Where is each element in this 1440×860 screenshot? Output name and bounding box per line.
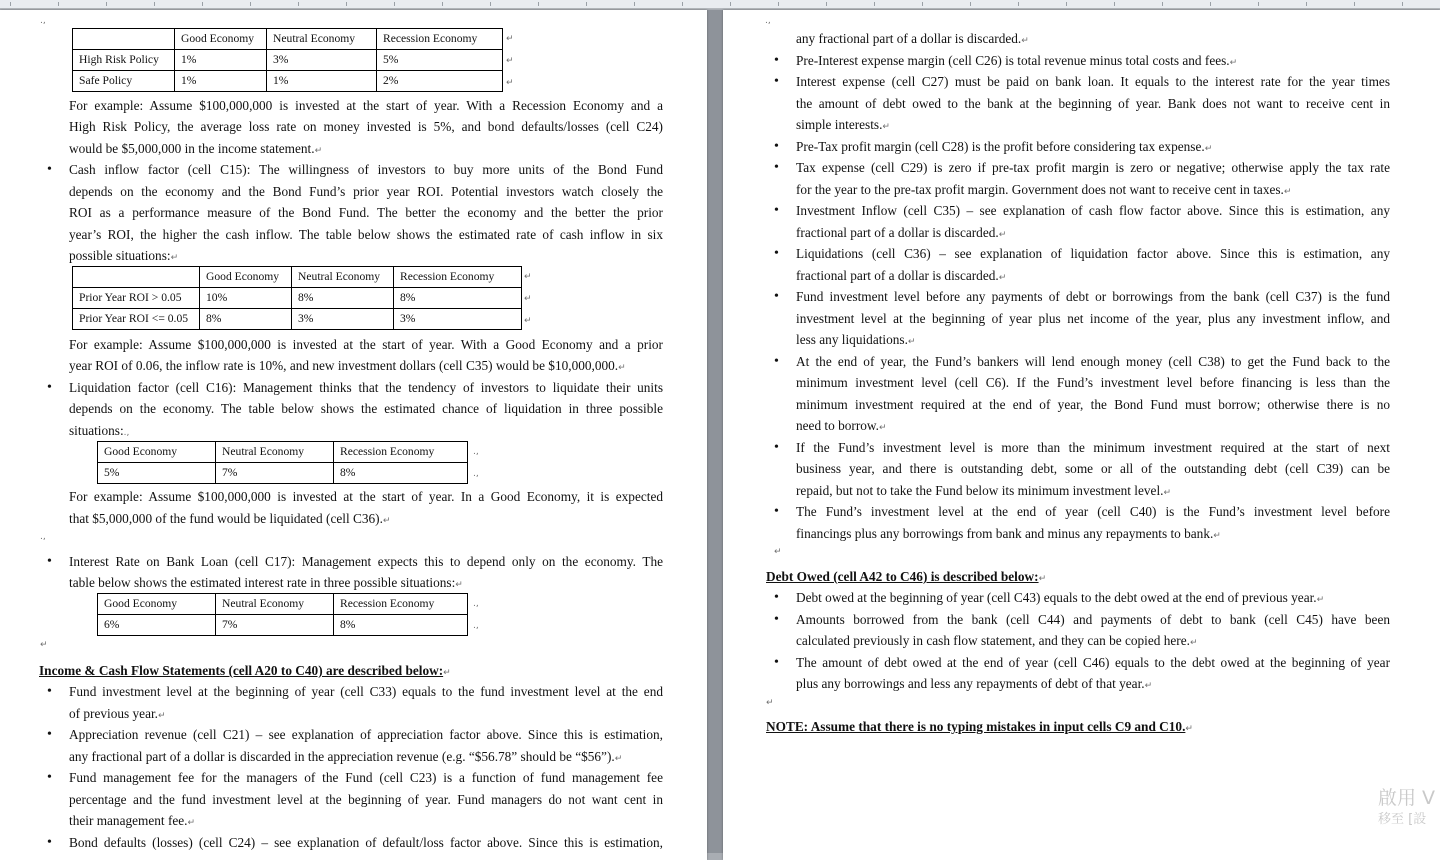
- table-cell[interactable]: Good Economy: [175, 29, 267, 50]
- horizontal-ruler[interactable]: [0, 0, 1440, 9]
- table-cell[interactable]: 2%: [377, 71, 503, 92]
- table-cell[interactable]: Recession Economy: [334, 594, 468, 615]
- table-cell[interactable]: Good Economy: [98, 442, 216, 463]
- paragraph-mark: .,: [40, 16, 46, 26]
- bullet-icon: •: [47, 727, 52, 742]
- bullet-icon: •: [774, 53, 779, 68]
- body-text-line: Fund investment level at the beginning of year (cell C33) equals to the fund investment level at the end: [69, 684, 663, 699]
- table-cell[interactable]: Prior Year ROI > 0.05: [73, 288, 200, 309]
- table-cell[interactable]: Recession Economy: [394, 267, 522, 288]
- table-cell[interactable]: 10%: [200, 288, 292, 309]
- body-text-line: The amount of debt owed at the end of year (cell C46) equals to the debt owed at the beginning of year: [796, 655, 1390, 670]
- table-cell[interactable]: 8%: [334, 615, 468, 636]
- bullet-icon: •: [774, 289, 779, 304]
- ruler-tick: [1258, 2, 1259, 6]
- table-cell[interactable]: High Risk Policy: [73, 50, 175, 71]
- body-text-line: minimum investment level (cell C6). If the Fund’s investment level before financing is less than the: [796, 375, 1390, 390]
- ruler-tick: [346, 2, 347, 6]
- ruler-tick: [922, 2, 923, 6]
- body-text-line: Liquidation factor (cell C16): Management thinks that the tendency of investors to liquidate their units: [69, 380, 663, 395]
- table-header-row: [98, 594, 468, 615]
- ruler-tick: [10, 2, 11, 6]
- bullet-icon: •: [774, 354, 779, 369]
- paragraph-mark: ↵: [774, 547, 782, 557]
- ruler-tick: [250, 2, 251, 6]
- body-text-line: year’s ROI, the higher the cash inflow. The table below shows the estimated rate of cash inflow in six: [69, 227, 663, 242]
- bullet-icon: •: [47, 162, 52, 177]
- ruler-tick: [682, 2, 683, 6]
- bullet-icon: •: [774, 74, 779, 89]
- ruler-tick: [586, 2, 587, 6]
- table-cell[interactable]: Neutral Economy: [292, 267, 394, 288]
- body-text-line: The Fund’s investment level at the end of year (cell C40) is the Fund’s investment level before: [796, 504, 1390, 519]
- ruler-tick: [730, 2, 731, 6]
- ruler-tick: [1306, 2, 1307, 6]
- ruler-tick: [634, 2, 635, 6]
- table-row: [73, 309, 522, 330]
- body-text-line: Liquidations (cell C36) – see explanation of liquidation factor above. Since this is estimation, any: [796, 246, 1390, 261]
- table-row: [73, 288, 522, 309]
- body-text-line: Tax expense (cell C29) is zero if pre-tax profit margin is zero or negative; otherwise apply the tax rate: [796, 160, 1390, 175]
- table-cell[interactable]: Recession Economy: [334, 442, 468, 463]
- ruler-tick: [1114, 2, 1115, 6]
- bullet-icon: •: [774, 139, 779, 154]
- document-page-right[interactable]: [723, 10, 1440, 860]
- body-text-line: Pre-Interest expense margin (cell C26) is total revenue minus total costs and fees.↵: [796, 53, 1238, 68]
- table-cell[interactable]: Neutral Economy: [216, 442, 334, 463]
- table-cell[interactable]: Safe Policy: [73, 71, 175, 92]
- bullet-icon: •: [47, 554, 52, 569]
- bullet-icon: •: [774, 612, 779, 627]
- body-text-line: simple interests.↵: [796, 117, 890, 132]
- body-text-line: High Risk Policy, the average loss rate on money invested is 5%, and bond defaults/losses (cell C24): [69, 119, 663, 134]
- body-text-line: ROI as a performance measure of the Bond Fund. The better the economy and the better the prior: [69, 205, 663, 220]
- body-text-line: possible situations:↵: [69, 248, 179, 263]
- paragraph-mark: .,: [765, 16, 771, 26]
- table-header-row: [98, 442, 468, 463]
- body-text-line: Debt owed at the beginning of year (cell C43) equals to the debt owed at the end of previous year.↵: [796, 590, 1325, 605]
- activation-watermark: 啟用 V: [1378, 787, 1436, 809]
- table-cell[interactable]: 5%: [98, 463, 216, 484]
- ruler-tick: [826, 2, 827, 6]
- body-text-line: any fractional part of a dollar is discarded.↵: [796, 31, 1029, 46]
- ruler-tick: [58, 2, 59, 6]
- ruler-tick: [1354, 2, 1355, 6]
- body-text-line: for the year to the pre-tax profit margin. Government does not want to receive cent in taxes.↵: [796, 182, 1292, 197]
- ruler-tick: [106, 2, 107, 6]
- body-text-line: Pre-Tax profit margin (cell C28) is the profit before considering tax expense.↵: [796, 139, 1213, 154]
- table-cell[interactable]: 1%: [175, 71, 267, 92]
- ruler-tick: [154, 2, 155, 6]
- body-text-line: minimum investment required at the end of year, the Bond Fund must borrow; otherwise there is no: [796, 397, 1390, 412]
- body-text-line: If the Fund’s investment level is more than the minimum investment required at the start of next: [796, 440, 1390, 455]
- bullet-icon: •: [774, 504, 779, 519]
- table-cell[interactable]: [73, 29, 175, 50]
- table-cell[interactable]: 8%: [200, 309, 292, 330]
- paragraph-mark: ↵: [40, 640, 48, 650]
- body-text-line: the amount of debt owed to the bank at the beginning of year. Bank does not want to receive cent in: [796, 96, 1390, 111]
- body-text-line: For example: Assume $100,000,000 is invested at the start of year. With a Good Economy and a prior: [69, 337, 663, 352]
- body-text-line: Fund management fee for the managers of the Fund (cell C23) is a function of fund management fee: [69, 770, 663, 785]
- table-row: [98, 615, 468, 636]
- document-page-left[interactable]: ., Good Economy Neutral Economy Recession Economy High Risk Policy 1% 3% 5% Safe Policy 1% 1% 2% ↵ ↵ ↵ For example: Assume $100,000,000 is invested at the start of year. With a Recession Economy and a High Risk Policy, the average loss rate on money invested is 5%, and bond defaults/losses (cell C24) would be $5,000,000 in the income statement.↵ • Cash inflow factor (cell C15): The willingness of investors to buy more units of the Bond Fund depends on the economy and the Bond Fund’s prior year ROI. Potential investors watch closely the ROI as a performance measure of the Bond Fund. The better the economy and the better the prior year’s ROI, the higher the cash inflow. The table below shows the estimated rate of cash inflow in six possible situations:↵ Good Economy Neutral Economy Recession Economy Prior Year ROI > 0.05 10% 8% 8% Prior Year ROI <= 0.05 8% 3% 3% ↵ ↵ ↵ For example: Assume $100,000,000 is invested at the start of year. With a Good Economy and a prior year ROI of 0.06, the inflow rate is 10%, and new investment dollars (cell C35) would be $10,000,000.↵ • Liquidation factor (cell C16): Management thinks that the tendency of investors to liquidate their units depends on the economy. The table below shows the estimated chance of liquidation in three possible situations:., Good Economy Neutral Economy Recession Economy 5% 7% 8% ., ., For example: Assume $100,000,000 is invested at the start of year. In a Good Economy, it is expected that $5,000,000 of the fund would be liquidated (cell C36).↵ ., • Interest Rate on Bank Loan (cell C17): Management expects this to depend only on the economy. The table below shows the estimated interest rate in three possible situations:↵ Good Economy Neutral Economy Recession Economy 6% 7% 8% ., ., ↵ Income & Cash Flow Statements (cell A20 to C40) are described below:↵ • Fund investment level at the beginning of year (cell C33) equals to the fund investment level at the end of previous year.↵ • Appreciation revenue (cell C21) – see explanation of appreciation factor above. Since this is estimation, any fractional part of a dollar is discarded in the appreciation revenue (e.g. “$56.78” should be “$56”).↵ • Fund management fee for the managers of the Fund (cell C23) is a function of fund management fee percentage and the fund investment level at the beginning of year. Fund managers do not want cent in their management fee.↵ • Bond defaults (losses) (cell C24) – see explanation of default/loss factor above. Since this is estimation,: [0, 10, 707, 860]
- table-row: [73, 50, 503, 71]
- table-cell[interactable]: Recession Economy: [377, 29, 503, 50]
- interest-rate-table[interactable]: [97, 593, 468, 636]
- body-text-line: depends on the economy. The table below shows the estimated chance of liquidation in three possible: [69, 401, 663, 416]
- body-text-line: year ROI of 0.06, the inflow rate is 10%, and new investment dollars (cell C35) would be $10,000,000.↵: [69, 358, 626, 373]
- bullet-icon: •: [47, 380, 52, 395]
- body-text-line: table below shows the estimated interest rate in three possible situations:↵: [69, 575, 463, 590]
- default-loss-table[interactable]: [72, 28, 503, 92]
- bullet-icon: •: [47, 684, 52, 699]
- bullet-icon: •: [47, 835, 52, 850]
- body-text-line: Investment Inflow (cell C35) – see explanation of cash flow factor above. Since this is estimation, any: [796, 203, 1390, 218]
- table-cell[interactable]: 6%: [98, 615, 216, 636]
- table-cell[interactable]: 3%: [267, 50, 377, 71]
- body-text-line: business year, and there is outstanding debt, some or all of the outstanding debt (cell C39) can be: [796, 461, 1390, 476]
- body-text-line: situations:.,: [69, 423, 130, 438]
- ruler-tick: [970, 2, 971, 6]
- table-cell[interactable]: Good Economy: [200, 267, 292, 288]
- body-text-line: calculated previously in cash flow statement, and they can be copied here.↵: [796, 633, 1198, 648]
- body-text-line: would be $5,000,000 in the income statement.↵: [69, 141, 323, 156]
- table-cell[interactable]: 8%: [292, 288, 394, 309]
- table-row: [73, 71, 503, 92]
- section-heading: Income & Cash Flow Statements (cell A20 to C40) are described below:↵: [39, 663, 451, 678]
- body-text-line: For example: Assume $100,000,000 is invested at the start of year. In a Good Economy, it is expected: [69, 489, 663, 504]
- ruler-tick: [778, 2, 779, 6]
- bullet-icon: •: [774, 440, 779, 455]
- ruler-tick: [874, 2, 875, 6]
- body-text-line: Fund investment level before any payments of debt or borrowings from the bank (cell C37) is the fund: [796, 289, 1390, 304]
- ruler-tick: [202, 2, 203, 6]
- ruler-tick: [538, 2, 539, 6]
- cash-inflow-table[interactable]: [72, 266, 522, 330]
- table-cell[interactable]: 5%: [377, 50, 503, 71]
- ruler-tick: [1162, 2, 1163, 6]
- paragraph-mark: ↵: [766, 698, 774, 708]
- table-cell[interactable]: 7%: [216, 463, 334, 484]
- ruler-tick: [442, 2, 443, 6]
- bullet-icon: •: [774, 160, 779, 175]
- table-cell[interactable]: 7%: [216, 615, 334, 636]
- body-text-line: Appreciation revenue (cell C21) – see explanation of appreciation factor above. Since this is estimation,: [69, 727, 663, 742]
- table-cell[interactable]: 8%: [334, 463, 468, 484]
- table-cell[interactable]: [73, 267, 200, 288]
- ruler-tick: [1018, 2, 1019, 6]
- body-text-line: fractional part of a dollar is discarded.↵: [796, 268, 1007, 283]
- body-text-line: financings plus any borrowings from bank and minus any repayments to bank.↵: [796, 526, 1221, 541]
- ruler-tick: [394, 2, 395, 6]
- ruler-tick: [298, 2, 299, 6]
- body-text-line: percentage and the fund investment level at the beginning of year. Fund managers do not want cent in: [69, 792, 663, 807]
- body-text-line: of previous year.↵: [69, 706, 166, 721]
- table-cell[interactable]: Prior Year ROI <= 0.05: [73, 309, 200, 330]
- bullet-icon: •: [774, 246, 779, 261]
- body-text-line: that $5,000,000 of the fund would be liquidated (cell C36).↵: [69, 511, 391, 526]
- activation-watermark-sub: 移至 [設: [1378, 812, 1427, 827]
- body-text-line: repaid, but not to take the Fund below its minimum investment level.↵: [796, 483, 1172, 498]
- body-text-line: Interest expense (cell C27) must be paid on bank loan. It equals to the interest rate for the year times: [796, 74, 1390, 89]
- table-cell[interactable]: 1%: [267, 71, 377, 92]
- body-text-line: less any liquidations.↵: [796, 332, 916, 347]
- body-text-line: fractional part of a dollar is discarded.↵: [796, 225, 1007, 240]
- bullet-icon: •: [774, 203, 779, 218]
- body-text-line: investment level at the beginning of year plus net income of the year, plus any investment inflow, and: [796, 311, 1390, 326]
- table-cell[interactable]: 3%: [292, 309, 394, 330]
- body-text-line: Cash inflow factor (cell C15): The willingness of investors to buy more units of the Bond Fund: [69, 162, 663, 177]
- body-text-line: need to borrow.↵: [796, 418, 887, 433]
- ruler-tick: [490, 2, 491, 6]
- ruler-tick: [1210, 2, 1211, 6]
- table-cell[interactable]: 3%: [394, 309, 522, 330]
- body-text-line: For example: Assume $100,000,000 is invested at the start of year. With a Recession Economy and a: [69, 98, 663, 113]
- paragraph-mark: .,: [40, 532, 46, 542]
- body-text-line: Amounts borrowed from the bank (cell C44) and payments of debt to bank (cell C45) have been: [796, 612, 1390, 627]
- table-cell[interactable]: 1%: [175, 50, 267, 71]
- body-text-line: depends on the economy and the Bond Fund’s prior year ROI. Potential investors watch closely the: [69, 184, 663, 199]
- table-header-row: [73, 29, 503, 50]
- ruler-tick: [1402, 2, 1403, 6]
- bullet-icon: •: [774, 655, 779, 670]
- liquidation-table[interactable]: [97, 441, 468, 484]
- body-text-line: their management fee.↵: [69, 813, 196, 828]
- section-heading: Debt Owed (cell A42 to C46) is described below:↵: [766, 569, 1047, 584]
- table-cell[interactable]: Good Economy: [98, 594, 216, 615]
- bullet-icon: •: [47, 770, 52, 785]
- table-cell[interactable]: 8%: [394, 288, 522, 309]
- note-heading: NOTE: Assume that there is no typing mistakes in input cells C9 and C10.↵: [766, 719, 1193, 734]
- body-text-line: plus any borrowings and less any repayments of debt of that year.↵: [796, 676, 1153, 691]
- body-text-line: any fractional part of a dollar is discarded in the appreciation revenue (e.g. “$56.78” should be “$56”).↵: [69, 749, 623, 764]
- table-header-row: [73, 267, 522, 288]
- body-text-line: At the end of year, the Fund’s bankers will lend enough money (cell C38) to get the Fund back to the: [796, 354, 1390, 369]
- body-text-line: Bond defaults (losses) (cell C24) – see explanation of default/loss factor above. Since this is estimation,: [69, 835, 663, 850]
- page-gap: [707, 10, 723, 853]
- table-cell[interactable]: Neutral Economy: [216, 594, 334, 615]
- body-text-line: Interest Rate on Bank Loan (cell C17): Management expects this to depend only on the economy. The: [69, 554, 663, 569]
- table-cell[interactable]: Neutral Economy: [267, 29, 377, 50]
- ruler-tick: [1066, 2, 1067, 6]
- table-row: [98, 463, 468, 484]
- bullet-icon: •: [774, 590, 779, 605]
